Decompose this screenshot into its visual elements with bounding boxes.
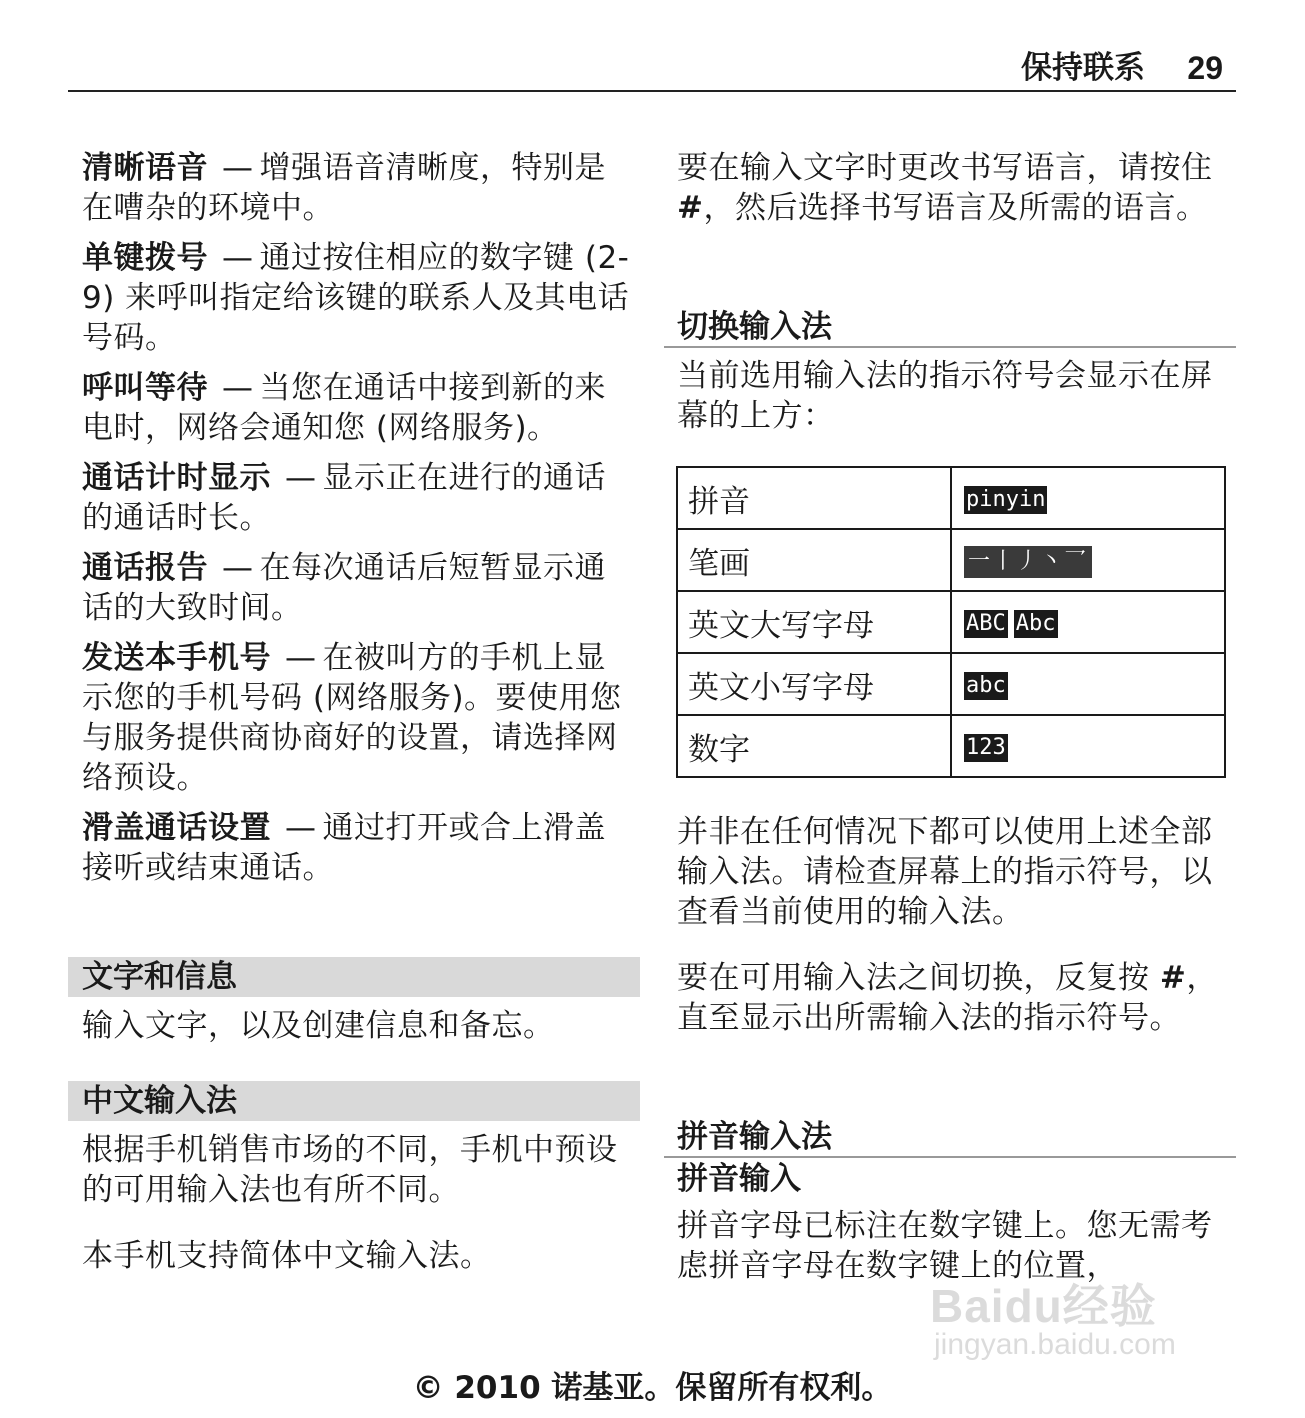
table-row	[677, 653, 1225, 715]
section-title-chinese-input: 中文输入法	[82, 1083, 237, 1119]
watermark-url: jingyan.baidu.com	[934, 1328, 1176, 1361]
input-method-name: 英文大写字母	[677, 591, 951, 653]
definition-item	[82, 808, 637, 888]
definition-item	[82, 148, 637, 228]
indicator-cell	[951, 529, 1225, 591]
indicator-cell	[951, 715, 1225, 777]
section-heading-bar	[68, 1081, 640, 1121]
definition-text: 增强语音清晰度，特别是在嘈杂的环境中。	[82, 150, 606, 226]
indicator-badge: Abc	[1015, 610, 1056, 636]
section-heading-bar	[68, 957, 640, 997]
heading-rule	[664, 346, 1236, 348]
left-column	[82, 148, 637, 888]
definition-text: 通过打开或合上滑盖接听或结束通话。	[82, 810, 606, 886]
switch-input-body: 当前选用输入法的指示符号会显示在屏幕的上方：	[677, 358, 1213, 434]
table-row	[677, 591, 1225, 653]
definition-text: 当您在通话中接到新的来电时，网络会通知您 (网络服务)。	[82, 370, 606, 446]
indicator-cell	[951, 591, 1225, 653]
pinyin-subheading: 拼音输入	[677, 1161, 801, 1197]
indicator-badge: 一丨丿丶乛	[964, 546, 1092, 578]
intro-text: 及所需的语言。	[986, 190, 1208, 226]
availability-note: 并非在任何情况下都可以使用上述全部输入法。请检查屏幕上的指示符号，以查看当前使用的输入法。	[677, 814, 1213, 930]
input-method-name: 拼音	[677, 467, 951, 529]
input-method-name: 数字	[677, 715, 951, 777]
copyright-footer: © 2010 诺基亚。保留所有权利。	[412, 1370, 893, 1406]
switch-input-heading: 切换输入法	[677, 309, 832, 345]
page-header	[0, 0, 1305, 92]
indicator-cell	[951, 653, 1225, 715]
section-body-chinese-input: 根据手机销售市场的不同，手机中预设的可用输入法也有所不同。	[82, 1132, 618, 1208]
toggle-text: 要在可用输入法之间切换，反复按	[677, 960, 1160, 996]
section-title-text-messages: 文字和信息	[82, 959, 237, 995]
table-row	[677, 715, 1225, 777]
definition-item	[82, 238, 637, 358]
em-dash: —	[222, 370, 254, 406]
definition-item	[82, 548, 637, 628]
em-dash: —	[285, 640, 317, 676]
writing-language-paragraph	[677, 148, 1232, 228]
em-dash: —	[285, 460, 317, 496]
definition-term: 发送本手机号	[82, 640, 271, 676]
definition-item	[82, 638, 637, 798]
definition-term: 单键拨号	[82, 240, 208, 276]
definition-item	[82, 458, 637, 538]
pinyin-heading: 拼音输入法	[677, 1119, 832, 1155]
indicator-badge: abc	[966, 672, 1006, 698]
heading-rule	[664, 1156, 1236, 1158]
header-rule	[68, 90, 1236, 92]
intro-text: 要在输入文字时更改书写语言，请按住	[677, 150, 1213, 186]
page-number: 29	[1187, 50, 1223, 86]
hash-key: #	[677, 190, 704, 226]
hash-key: #	[1159, 960, 1187, 996]
definition-term: 通话计时显示	[82, 460, 271, 496]
definition-term: 呼叫等待	[82, 370, 208, 406]
pinyin-body: 拼音字母已标注在数字键上。您无需考虑拼音字母在数字键上的位置，	[677, 1208, 1213, 1284]
table-row	[677, 529, 1225, 591]
definition-term: 通话报告	[82, 550, 208, 586]
indicator-badge: pinyin	[966, 486, 1046, 512]
watermark-logo: Baidu经验	[930, 1280, 1157, 1332]
em-dash: —	[222, 550, 254, 586]
toggle-text: ，直至显示出所需输入法的指示符号。	[677, 960, 1218, 1036]
em-dash: —	[222, 150, 254, 186]
definition-text: 在被叫方的手机上显示您的手机号码 (网络服务)。要使用您与服务提供商协商好的设置，请选择	[82, 640, 622, 756]
intro-text: ，然后选择	[703, 190, 861, 226]
toggle-paragraph	[677, 958, 1232, 1038]
input-method-name: 英文小写字母	[677, 653, 951, 715]
definition-text: 通过按住相应的数字键 (2-9) 来呼叫指定给该键的联系人及其电话号码。	[82, 240, 630, 356]
section-body-simplified: 本手机支持简体中文输入法。	[82, 1238, 492, 1274]
indicator-badge: 123	[966, 734, 1006, 760]
em-dash: —	[285, 810, 317, 846]
baidu-watermark	[930, 1270, 1230, 1370]
indicator-cell	[951, 467, 1225, 529]
ui-term-network-preset: 网络预设	[82, 720, 618, 796]
definition-item	[82, 368, 637, 448]
input-method-name: 笔画	[677, 529, 951, 591]
ui-term-writing-language: 书写语言	[860, 190, 987, 226]
definition-tail: 。	[176, 760, 208, 796]
section-body-text-messages: 输入文字，以及创建信息和备忘。	[82, 1008, 555, 1044]
indicator-badge: ABC	[966, 610, 1006, 636]
header-title: 保持联系	[1021, 50, 1145, 86]
input-method-table	[676, 466, 1226, 778]
definition-text: 显示正在进行的通话的通话时长。	[82, 460, 606, 536]
em-dash: —	[222, 240, 254, 276]
table-row	[677, 467, 1225, 529]
definition-term: 清晰语音	[82, 150, 208, 186]
definition-term: 滑盖通话设置	[82, 810, 271, 846]
definition-text: 在每次通话后短暂显示通话的大致时间。	[82, 550, 606, 626]
